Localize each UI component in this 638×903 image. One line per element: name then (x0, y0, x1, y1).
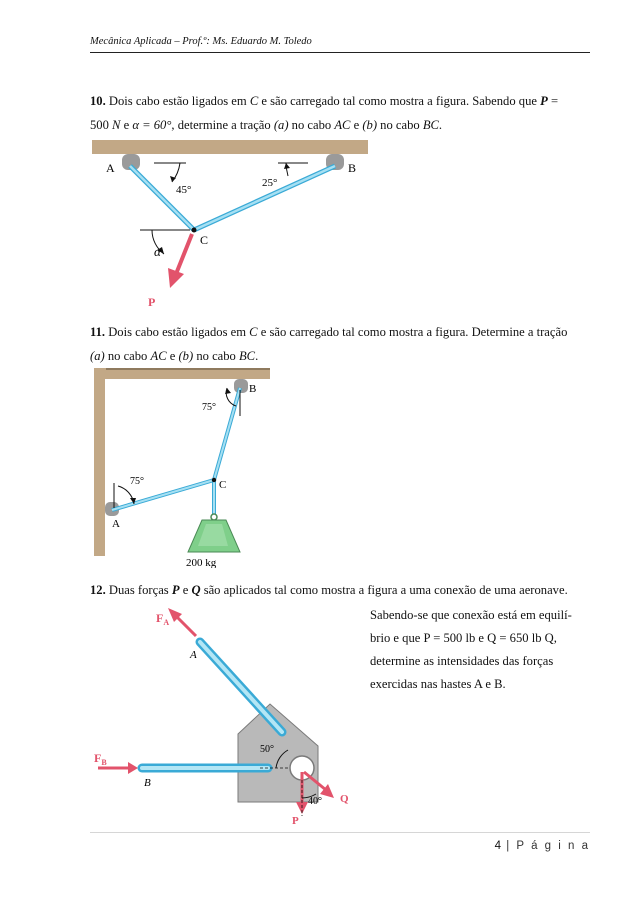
header-divider (90, 52, 590, 53)
figure-problem-11 (94, 368, 274, 568)
figure-problem-10 (90, 138, 370, 313)
angle-40: 40° (308, 796, 322, 807)
label-b: B (348, 161, 357, 175)
problem-number: 11. (90, 325, 106, 339)
label-p: P (292, 815, 299, 826)
label-fa: $F_A$ (156, 611, 170, 627)
angle-50: 50° (260, 744, 274, 755)
figure-problem-12 (90, 604, 360, 826)
label-b: B (144, 777, 151, 789)
angle-75-top: 75° (202, 402, 216, 413)
label-b: B (249, 383, 257, 395)
force-p-arrow (176, 234, 192, 274)
point-c (212, 478, 216, 482)
angle-25: 25° (262, 177, 278, 189)
page-footer (495, 840, 590, 852)
problem-12-text: 12. Duas forças P e Q são aplicados tal como mostra a figura a uma conexão de uma aeronave. (90, 583, 568, 597)
problem-11-text: 11. Dois cabo estão ligados em C e são carregado tal como mostra a figura. Determine a tração (a) no cabo AC e (b) no cabo BC. (90, 325, 568, 363)
page-number: 4 (494, 840, 502, 852)
problem-10-text: 10. Dois cabo estão ligados em C e são carregado tal como mostra a figura. Sabendo que P = 500 N e α = 60°, determine a tração (a) no cabo AC e (b) no cabo BC. (90, 94, 559, 132)
footer-divider (90, 832, 590, 833)
problem-number: 10. (90, 94, 106, 108)
problem-12-side-text: Sabendo-se que conexão está em equilí- brio e que P = 500 lb e Q = 650 lb Q, determine as intensidades das forças exercidas nas hastes A e B. (370, 608, 572, 691)
label-a: A (106, 161, 115, 175)
angle-75-left: 75° (130, 476, 144, 487)
label-c: C (219, 479, 227, 491)
label-fb: $F_B$ (94, 751, 107, 767)
label-a: A (112, 518, 120, 530)
angle-alpha: α (154, 244, 161, 259)
ceiling (92, 140, 368, 154)
angle-45: 45° (176, 184, 192, 196)
point-c (192, 228, 197, 233)
label-a: A (190, 649, 197, 661)
page-header: Mecânica Aplicada – Prof.º: Ms. Eduardo M. Toledo (90, 36, 312, 47)
problem-number: 12. (90, 583, 106, 597)
connection-plate (238, 704, 318, 802)
label-p: P (148, 295, 156, 309)
mass-label: 200 kg (186, 557, 217, 568)
page-label: | P á g i n a (501, 840, 590, 852)
label-c: C (200, 233, 209, 247)
wall (94, 368, 105, 556)
label-q: Q (340, 793, 349, 805)
